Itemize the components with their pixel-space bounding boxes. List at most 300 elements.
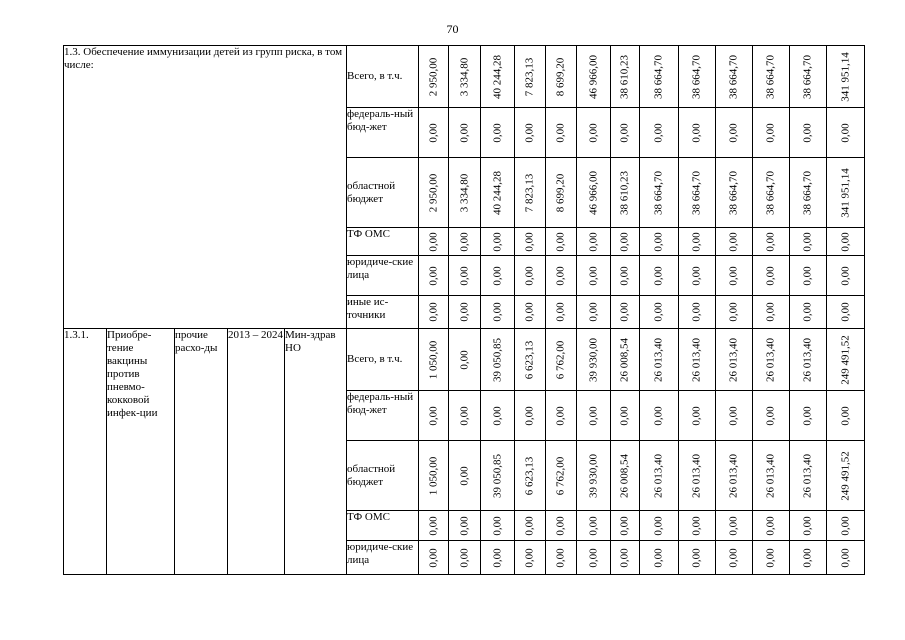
amount-cell <box>611 296 640 329</box>
amount-value: 0,00 <box>458 547 470 568</box>
amount-value: 39 050,85 <box>491 337 503 382</box>
funding-source-label: федераль-ный бюд-жет <box>347 108 414 133</box>
amount-cell <box>790 329 827 391</box>
amount-value: 38 664,70 <box>690 54 703 99</box>
amount-value: 26 013,40 <box>652 337 665 382</box>
funding-source-cell <box>347 441 419 511</box>
amount-value: 0,00 <box>458 465 470 486</box>
amount-cell <box>827 46 865 108</box>
amount-cell <box>679 541 716 575</box>
amount-value: 0,00 <box>491 405 503 426</box>
amount-cell <box>827 329 865 391</box>
amount-value: 249 491,52 <box>839 334 851 385</box>
amount-cell <box>753 46 790 108</box>
amount-value: 0,00 <box>652 302 665 322</box>
amount-cell <box>515 329 546 391</box>
amount-cell <box>753 158 790 228</box>
funding-source-label: Всего, в т.ч. <box>347 70 403 82</box>
amount-value: 0,00 <box>727 122 740 143</box>
amount-value: 38 664,70 <box>727 54 740 99</box>
amount-value: 26 013,40 <box>764 337 777 382</box>
amount-cell <box>577 541 611 575</box>
amount-value: 46 966,00 <box>587 54 599 99</box>
amount-cell <box>716 391 753 441</box>
amount-value: 0,00 <box>801 122 814 143</box>
amount-cell <box>481 441 515 511</box>
item-executor-cell <box>285 329 347 575</box>
amount-value: 0,00 <box>491 231 503 252</box>
amount-value: 0,00 <box>427 405 439 426</box>
amount-cell <box>716 541 753 575</box>
amount-value: 0,00 <box>523 547 536 568</box>
amount-value: 0,00 <box>764 547 777 568</box>
amount-cell <box>577 329 611 391</box>
amount-cell <box>679 158 716 228</box>
amount-cell <box>716 256 753 296</box>
amount-value: 0,00 <box>727 515 740 536</box>
amount-value: 0,00 <box>587 405 599 426</box>
amount-value: 0,00 <box>618 547 631 568</box>
amount-value: 0,00 <box>727 265 740 286</box>
amount-value: 0,00 <box>764 302 777 322</box>
amount-value: 0,00 <box>839 265 851 286</box>
amount-value: 0,00 <box>690 265 703 286</box>
funding-source-label: юридиче-ские лица <box>347 256 414 281</box>
amount-value: 0,00 <box>523 265 536 286</box>
amount-cell <box>679 256 716 296</box>
amount-cell <box>679 441 716 511</box>
amount-cell <box>449 108 481 158</box>
amount-value: 0,00 <box>652 515 665 536</box>
amount-cell <box>611 391 640 441</box>
amount-cell <box>419 108 449 158</box>
amount-cell <box>449 228 481 256</box>
item-number: 1.3.1. <box>64 329 89 341</box>
amount-cell <box>449 511 481 541</box>
amount-cell <box>611 228 640 256</box>
amount-value: 0,00 <box>839 231 851 252</box>
amount-value: 0,00 <box>587 547 599 568</box>
amount-cell <box>419 46 449 108</box>
funding-source-cell <box>347 256 419 296</box>
amount-cell <box>546 256 577 296</box>
amount-value: 0,00 <box>652 547 665 568</box>
amount-value: 0,00 <box>839 515 851 536</box>
amount-cell <box>640 228 679 256</box>
amount-value: 7 823,13 <box>523 57 536 96</box>
amount-value: 0,00 <box>554 122 567 143</box>
amount-cell <box>481 108 515 158</box>
amount-cell <box>640 108 679 158</box>
amount-value: 249 491,52 <box>839 450 851 501</box>
amount-cell <box>640 256 679 296</box>
amount-cell <box>827 541 865 575</box>
amount-cell <box>449 329 481 391</box>
amount-cell <box>449 441 481 511</box>
page-number: 70 <box>446 22 459 36</box>
amount-cell <box>790 391 827 441</box>
amount-value: 38 664,70 <box>764 170 777 215</box>
amount-cell <box>790 541 827 575</box>
amount-value: 0,00 <box>764 231 777 252</box>
amount-value: 0,00 <box>554 515 567 536</box>
amount-cell <box>611 511 640 541</box>
amount-value: 0,00 <box>427 302 439 322</box>
expense-type: прочие расхо-ды <box>175 329 218 354</box>
amount-value: 0,00 <box>801 547 814 568</box>
amount-value: 0,00 <box>458 349 470 370</box>
amount-value: 0,00 <box>618 265 631 286</box>
amount-cell <box>716 46 753 108</box>
amount-cell <box>546 511 577 541</box>
amount-value: 0,00 <box>587 302 599 322</box>
amount-value: 0,00 <box>690 515 703 536</box>
funding-source-label: юридиче-ские лица <box>347 541 414 566</box>
amount-cell <box>790 256 827 296</box>
amount-value: 38 664,70 <box>764 54 777 99</box>
amount-cell <box>515 158 546 228</box>
amount-value: 39 930,00 <box>587 337 599 382</box>
amount-value: 0,00 <box>554 265 567 286</box>
amount-value: 6 623,13 <box>523 456 536 495</box>
amount-value: 0,00 <box>839 547 851 568</box>
amount-value: 26 013,40 <box>690 337 703 382</box>
amount-cell <box>790 441 827 511</box>
amount-cell <box>419 511 449 541</box>
funding-source-label: федераль-ный бюд-жет <box>347 391 414 416</box>
amount-cell <box>753 296 790 329</box>
amount-cell <box>716 511 753 541</box>
funding-source-cell <box>347 46 419 108</box>
funding-source-label: ТФ ОМС <box>347 228 390 240</box>
amount-value: 0,00 <box>458 302 470 322</box>
amount-value: 0,00 <box>764 122 777 143</box>
amount-value: 1 050,00 <box>427 340 439 379</box>
section-title: 1.3. Обеспечение иммунизации детей из групп риска, в том числе: <box>64 46 343 71</box>
amount-cell <box>611 46 640 108</box>
amount-value: 7 823,13 <box>523 173 536 212</box>
amount-cell <box>419 256 449 296</box>
amount-value: 26 013,40 <box>727 453 740 498</box>
amount-cell <box>481 228 515 256</box>
amount-value: 0,00 <box>491 515 503 536</box>
amount-value: 0,00 <box>554 231 567 252</box>
funding-source-label: областной бюджет <box>347 462 396 488</box>
amount-value: 0,00 <box>427 515 439 536</box>
amount-cell <box>419 441 449 511</box>
amount-cell <box>716 329 753 391</box>
amount-cell <box>449 158 481 228</box>
amount-cell <box>481 391 515 441</box>
amount-value: 0,00 <box>764 265 777 286</box>
amount-cell <box>481 541 515 575</box>
amount-cell <box>419 158 449 228</box>
amount-cell <box>679 108 716 158</box>
amount-cell <box>679 511 716 541</box>
amount-value: 0,00 <box>523 122 536 143</box>
amount-cell <box>546 441 577 511</box>
amount-cell <box>753 511 790 541</box>
amount-value: 26 013,40 <box>801 337 814 382</box>
amount-value: 0,00 <box>618 405 631 426</box>
amount-cell <box>515 511 546 541</box>
amount-value: 38 664,70 <box>652 170 665 215</box>
item-executor: Мин-здрав НО <box>285 329 336 354</box>
funding-source-cell <box>347 541 419 575</box>
amount-value: 0,00 <box>727 302 740 322</box>
funding-source-cell <box>347 511 419 541</box>
funding-source-cell <box>347 228 419 256</box>
amount-value: 26 013,40 <box>727 337 740 382</box>
amount-cell <box>515 391 546 441</box>
amount-value: 0,00 <box>491 265 503 286</box>
amount-cell <box>716 441 753 511</box>
amount-cell <box>481 511 515 541</box>
amount-value: 3 334,80 <box>458 173 470 212</box>
amount-cell <box>481 296 515 329</box>
amount-cell <box>640 296 679 329</box>
budget-table <box>63 45 865 575</box>
amount-cell <box>679 46 716 108</box>
amount-value: 0,00 <box>727 405 740 426</box>
amount-value: 8 699,20 <box>554 173 567 212</box>
amount-value: 0,00 <box>523 302 536 322</box>
table-row <box>64 329 865 391</box>
table-row <box>64 46 865 108</box>
item-number-cell <box>64 329 107 575</box>
amount-value: 0,00 <box>458 405 470 426</box>
funding-source-label: Всего, в т.ч. <box>347 353 403 365</box>
amount-cell <box>753 391 790 441</box>
amount-value: 0,00 <box>458 231 470 252</box>
amount-value: 0,00 <box>839 405 851 426</box>
amount-value: 0,00 <box>690 547 703 568</box>
amount-cell <box>419 228 449 256</box>
amount-value: 0,00 <box>554 405 567 426</box>
amount-cell <box>790 511 827 541</box>
amount-cell <box>577 256 611 296</box>
amount-cell <box>640 391 679 441</box>
amount-cell <box>419 296 449 329</box>
amount-cell <box>716 158 753 228</box>
amount-value: 39 050,85 <box>491 453 503 498</box>
amount-cell <box>515 46 546 108</box>
amount-value: 0,00 <box>427 122 439 143</box>
amount-cell <box>611 158 640 228</box>
amount-cell <box>546 541 577 575</box>
amount-cell <box>546 158 577 228</box>
amount-cell <box>827 391 865 441</box>
amount-value: 0,00 <box>690 302 703 322</box>
amount-value: 6 762,00 <box>554 456 567 495</box>
amount-value: 0,00 <box>523 231 536 252</box>
amount-cell <box>449 296 481 329</box>
amount-value: 0,00 <box>839 122 851 143</box>
amount-cell <box>679 391 716 441</box>
amount-value: 0,00 <box>801 231 814 252</box>
amount-value: 0,00 <box>690 122 703 143</box>
amount-value: 40 244,28 <box>491 170 503 215</box>
amount-value: 0,00 <box>491 302 503 322</box>
amount-cell <box>577 511 611 541</box>
amount-cell <box>827 158 865 228</box>
funding-source-cell <box>347 108 419 158</box>
amount-cell <box>577 46 611 108</box>
amount-cell <box>419 541 449 575</box>
amount-value: 0,00 <box>587 515 599 536</box>
amount-cell <box>577 296 611 329</box>
funding-source-label: ТФ ОМС <box>347 511 390 523</box>
amount-cell <box>753 541 790 575</box>
item-period: 2013 – 2024 <box>228 329 283 341</box>
amount-cell <box>577 228 611 256</box>
amount-cell <box>515 256 546 296</box>
amount-cell <box>640 329 679 391</box>
amount-cell <box>640 511 679 541</box>
amount-cell <box>716 108 753 158</box>
amount-cell <box>577 108 611 158</box>
amount-cell <box>449 256 481 296</box>
amount-value: 3 334,80 <box>458 57 470 96</box>
section-title-cell <box>64 46 347 329</box>
amount-value: 26 013,40 <box>690 453 703 498</box>
amount-value: 0,00 <box>491 122 503 143</box>
amount-value: 0,00 <box>801 405 814 426</box>
amount-cell <box>753 108 790 158</box>
amount-value: 0,00 <box>764 405 777 426</box>
funding-source-cell <box>347 158 419 228</box>
amount-value: 0,00 <box>727 547 740 568</box>
amount-value: 0,00 <box>554 547 567 568</box>
amount-cell <box>577 441 611 511</box>
amount-cell <box>546 46 577 108</box>
amount-cell <box>546 108 577 158</box>
amount-cell <box>577 158 611 228</box>
amount-value: 1 050,00 <box>427 456 439 495</box>
funding-source-cell <box>347 329 419 391</box>
amount-value: 26 008,54 <box>618 453 631 498</box>
amount-value: 38 664,70 <box>652 54 665 99</box>
amount-cell <box>716 228 753 256</box>
amount-value: 0,00 <box>427 265 439 286</box>
amount-cell <box>640 441 679 511</box>
amount-value: 26 013,40 <box>652 453 665 498</box>
amount-value: 0,00 <box>458 515 470 536</box>
amount-cell <box>515 108 546 158</box>
amount-cell <box>481 158 515 228</box>
funding-source-label: иные ис-точники <box>347 296 389 321</box>
amount-value: 8 699,20 <box>554 57 567 96</box>
amount-value: 2 950,00 <box>427 173 439 212</box>
amount-value: 0,00 <box>652 265 665 286</box>
amount-value: 0,00 <box>458 122 470 143</box>
amount-cell <box>611 541 640 575</box>
amount-cell <box>827 296 865 329</box>
amount-value: 0,00 <box>458 265 470 286</box>
amount-cell <box>753 256 790 296</box>
amount-cell <box>827 511 865 541</box>
amount-value: 38 610,23 <box>618 54 631 99</box>
amount-cell <box>679 329 716 391</box>
amount-cell <box>515 441 546 511</box>
item-name-cell <box>107 329 175 575</box>
amount-value: 0,00 <box>618 122 631 143</box>
amount-cell <box>481 329 515 391</box>
amount-cell <box>449 391 481 441</box>
funding-source-cell <box>347 391 419 441</box>
amount-cell <box>640 46 679 108</box>
amount-cell <box>790 228 827 256</box>
amount-cell <box>640 541 679 575</box>
funding-source-cell <box>347 296 419 329</box>
amount-cell <box>515 541 546 575</box>
amount-value: 0,00 <box>690 405 703 426</box>
amount-cell <box>611 108 640 158</box>
amount-cell <box>790 158 827 228</box>
amount-cell <box>419 391 449 441</box>
amount-cell <box>577 391 611 441</box>
amount-cell <box>640 158 679 228</box>
amount-value: 0,00 <box>801 515 814 536</box>
amount-value: 0,00 <box>839 302 851 322</box>
amount-value: 0,00 <box>427 231 439 252</box>
amount-value: 38 664,70 <box>801 54 814 99</box>
amount-value: 0,00 <box>587 265 599 286</box>
expense-type-cell <box>175 329 228 575</box>
amount-value: 0,00 <box>587 231 599 252</box>
amount-cell <box>449 541 481 575</box>
amount-value: 0,00 <box>523 405 536 426</box>
amount-value: 0,00 <box>652 122 665 143</box>
item-name: Приобре-тение вакцины против пневмо-кокковой инфек-ции <box>107 329 158 419</box>
amount-cell <box>716 296 753 329</box>
amount-value: 38 664,70 <box>727 170 740 215</box>
amount-cell <box>753 329 790 391</box>
amount-cell <box>827 256 865 296</box>
amount-value: 0,00 <box>491 547 503 568</box>
amount-value: 2 950,00 <box>427 57 439 96</box>
amount-cell <box>611 441 640 511</box>
amount-cell <box>546 391 577 441</box>
amount-value: 40 244,28 <box>491 54 503 99</box>
amount-cell <box>481 46 515 108</box>
amount-value: 0,00 <box>618 302 631 322</box>
amount-cell <box>611 329 640 391</box>
amount-cell <box>419 329 449 391</box>
amount-cell <box>753 228 790 256</box>
amount-value: 46 966,00 <box>587 170 599 215</box>
amount-cell <box>546 228 577 256</box>
amount-value: 0,00 <box>652 231 665 252</box>
amount-cell <box>827 228 865 256</box>
amount-value: 0,00 <box>727 231 740 252</box>
amount-cell <box>611 256 640 296</box>
amount-cell <box>790 108 827 158</box>
amount-value: 26 013,40 <box>801 453 814 498</box>
amount-value: 6 623,13 <box>523 340 536 379</box>
amount-cell <box>546 296 577 329</box>
amount-value: 0,00 <box>764 515 777 536</box>
amount-value: 0,00 <box>801 302 814 322</box>
amount-value: 39 930,00 <box>587 453 599 498</box>
amount-value: 0,00 <box>587 122 599 143</box>
amount-value: 0,00 <box>554 302 567 322</box>
amount-value: 0,00 <box>652 405 665 426</box>
amount-cell <box>679 296 716 329</box>
amount-cell <box>790 46 827 108</box>
amount-value: 0,00 <box>801 265 814 286</box>
amount-cell <box>753 441 790 511</box>
